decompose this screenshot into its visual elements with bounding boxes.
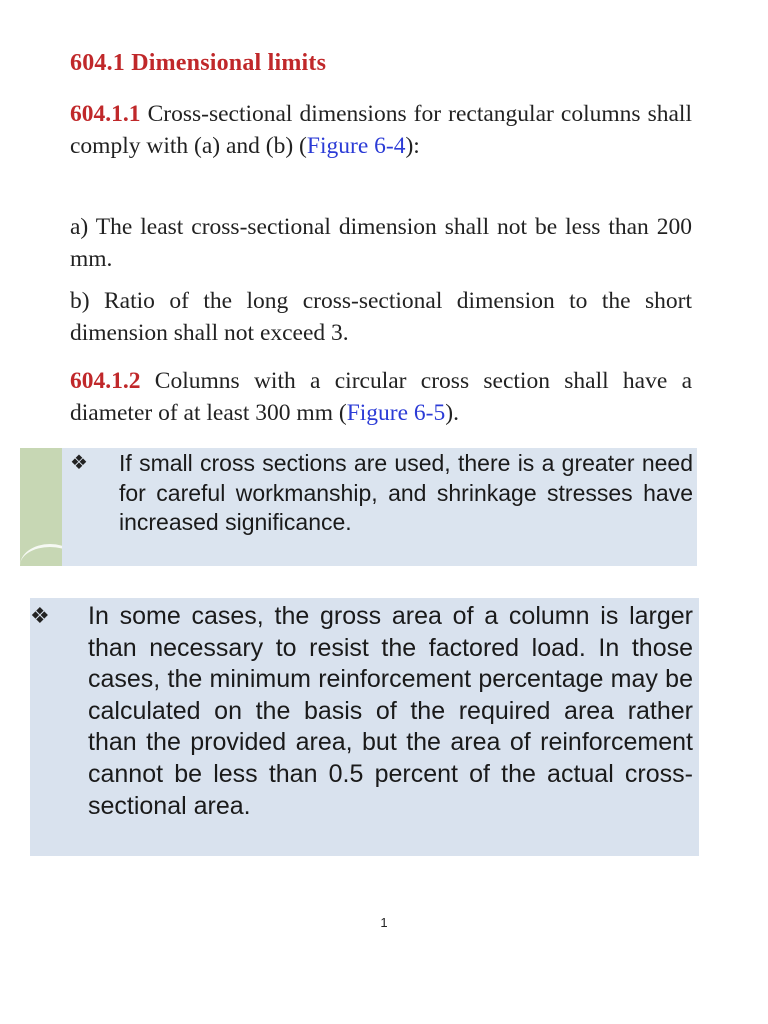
clause-text: Columns with a circular cross section shall have a diameter of at least 300 mm ( (70, 368, 692, 426)
page-number: 1 (380, 915, 388, 930)
section-heading: 604.1 Dimensional limits (70, 50, 327, 76)
clause-604-1-1 (70, 98, 692, 162)
note-text-1: If small cross sections are used, there is a greater need for careful workmanship, and shrinkage stresses have increased significance. (119, 450, 693, 535)
clause-number: 604.1.2 (70, 368, 141, 394)
note-text-2: In some cases, the gross area of a column is larger than necessary to resist the factored load. In those cases, the minimum reinforcement percentage may be calculated on the basis of the required area rather than the provided area, but the area of reinforcement cannot be less than 0.5 percent of the actual cross-sectional area. (88, 602, 693, 820)
requirement-item-a: a) The least cross-sectional dimension shall not be less than 200 mm. (70, 214, 692, 272)
clause-604-1-2 (70, 365, 692, 429)
diamond-bullet-icon: ❖ (70, 450, 88, 474)
figure-reference-link[interactable]: Figure 6-4 (306, 133, 406, 159)
diamond-bullet-icon: ❖ (30, 604, 50, 629)
clause-number: 604.1.1 (70, 101, 141, 127)
requirement-item-b: b) Ratio of the long cross-sectional dimension to the short dimension shall not exceed 3. (70, 288, 692, 346)
clause-text-end: ): (405, 133, 420, 159)
figure-reference-link[interactable]: Figure 6-5 (346, 400, 446, 426)
clause-text: Cross-sectional dimensions for rectangular columns shall comply with (a) and (b) ( (70, 101, 692, 159)
clause-text-end: ). (445, 400, 459, 426)
